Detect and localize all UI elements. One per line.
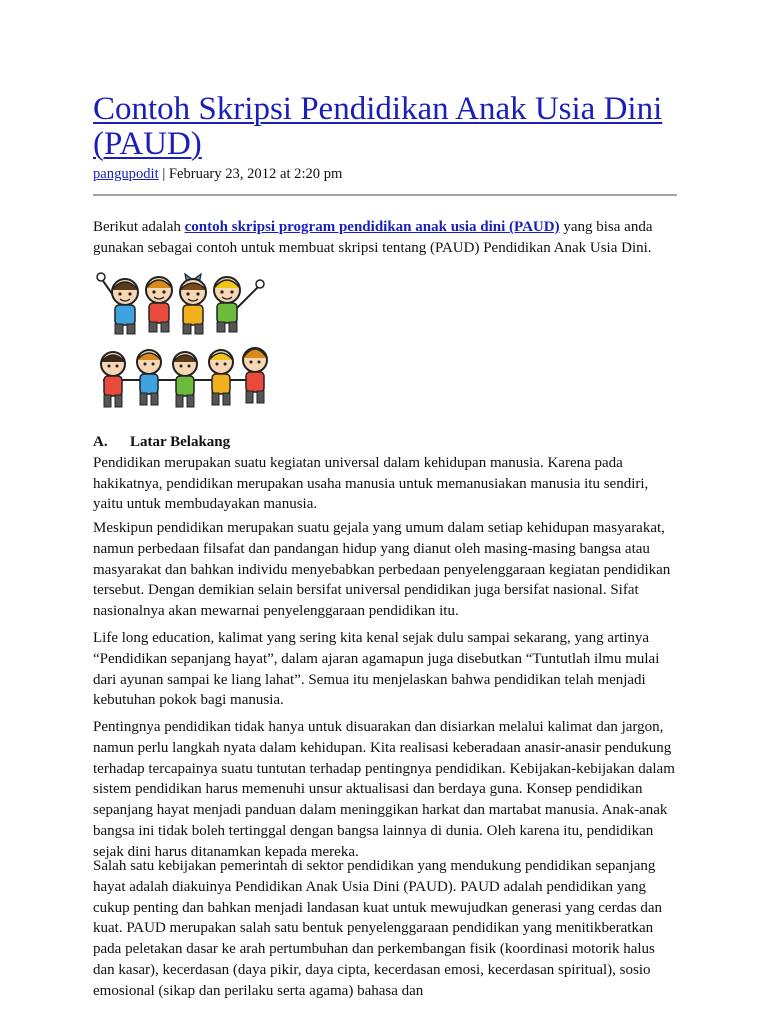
paragraph-2: Meskipun pendidikan merupakan suatu gejala yang umum dalam setiap kehidupan masyarakat, namun perbedaan filsafat dan pandangan hidup yang dianut oleh masing-masing bangsa atau masyarakat dan bahkan individu menyebabkan perbedaan penyelenggaraan kegiatan pendidikan tersebut. Dengan demikian selain bersifat universal pendidikan juga bersifat nasional. Sifat nasionalnya akan mewarnai penyelenggaraan pendidikan itu. [93,520,671,620]
section-heading [93,432,678,453]
child-figure [243,348,267,403]
children-holding-hands-illustration [93,268,273,418]
paragraph-4: Pentingnya pendidikan tidak hanya untuk disuarakan dan disiarkan melalui kalimat dan jargon, namun perlu langkah nyata dalam kehidupan. Kita realisasi keberadaan anasir-anasir pendukung terhadap tercapainya suatu tuntutan terhadap pentingnya pendidikan. Kebijakan-kebijakan dalam sistem pendidikan harus memenuhi unsur aktualisasi dan berdaya guna. Konsep pendidikan sepanjang hayat menjadi panduan dalam meninggikan harkat dan martabat manusia. Anak-anak bangsa ini tidak boleh tertinggal dengan bangsa lainnya di dunia. Oleh karena itu, pendidikan sejak dini harus ditanamkan kepada mereka. [93,719,675,860]
paragraph-5: Salah satu kebijakan pemerintah di sektor pendidikan yang mendukung pendidikan sepanjang hayat adalah diakuinya Pendidikan Anak Usia Dini (PAUD). PAUD adalah pendidikan yang cukup penting dan bahkan menjadi landasan kuat untuk mewujudkan generasi yang cerdas dan kuat. PAUD merupakan salah satu bentuk penyelenggaraan pendidikan yang menitikberatkan pada peletakan dasar ke arah pertumbuhan dan perkembangan fisik (koordinasi motorik halus dan kasar), kecerdasan (daya pikir, daya cipta, kecerdasan emosi, kecerdasan spiritual), sosio emosional (sikap dan perilaku serta agama) bahasa dan [93,858,662,999]
byline [93,165,342,183]
section-a [93,432,678,515]
paragraph-1: Pendidikan merupakan suatu kegiatan universal dalam kehidupan manusia. Karena pada hakikatnya, pendidikan merupakan usaha manusia untuk memanusiakan manusia itu sendiri, yaitu untuk membudayakan manusia. [93,454,649,513]
child-figure [214,277,264,332]
post-date: February 23, 2012 at 2:20 pm [168,166,343,182]
byline-separator: | [162,166,166,182]
intro-paragraph: Berikut adalah contoh skripsi program pendidikan anak usia dini (PAUD) yang bisa anda gunakan sebagai contoh untuk membuat skripsi tentang (PAUD) Pendidikan Anak Usia Dini. [93,219,653,256]
title-divider [93,194,677,196]
paragraph-3: Life long education, kalimat yang sering kita kenal sejak dulu sampai sekarang, yang artinya “Pendidikan sepanjang hayat”, dalam ajaran agamapun juga disebutkan “Tuntutlah ilmu mulai dari ayunan sampai ke liang lahat”. Semua itu menjelaskan bahwa pendidikan telah menjadi kebutuhan pokok bagi manusia. [93,630,660,709]
author-link[interactable]: pangupodit [93,166,159,182]
child-figure [180,274,206,334]
section-title: Latar Belakang [130,434,231,450]
child-figure [173,352,197,407]
article-title[interactable]: Contoh Skripsi Pendidikan Anak Usia Dini (PAUD) [93,91,663,162]
child-figure [137,350,161,405]
child-figure [101,352,125,407]
child-figure [97,273,138,334]
child-figure [209,350,233,405]
child-figure [146,277,172,332]
section-number: A. [93,434,108,450]
intro-link[interactable]: contoh skripsi program pendidikan anak usia dini (PAUD) [184,219,560,235]
